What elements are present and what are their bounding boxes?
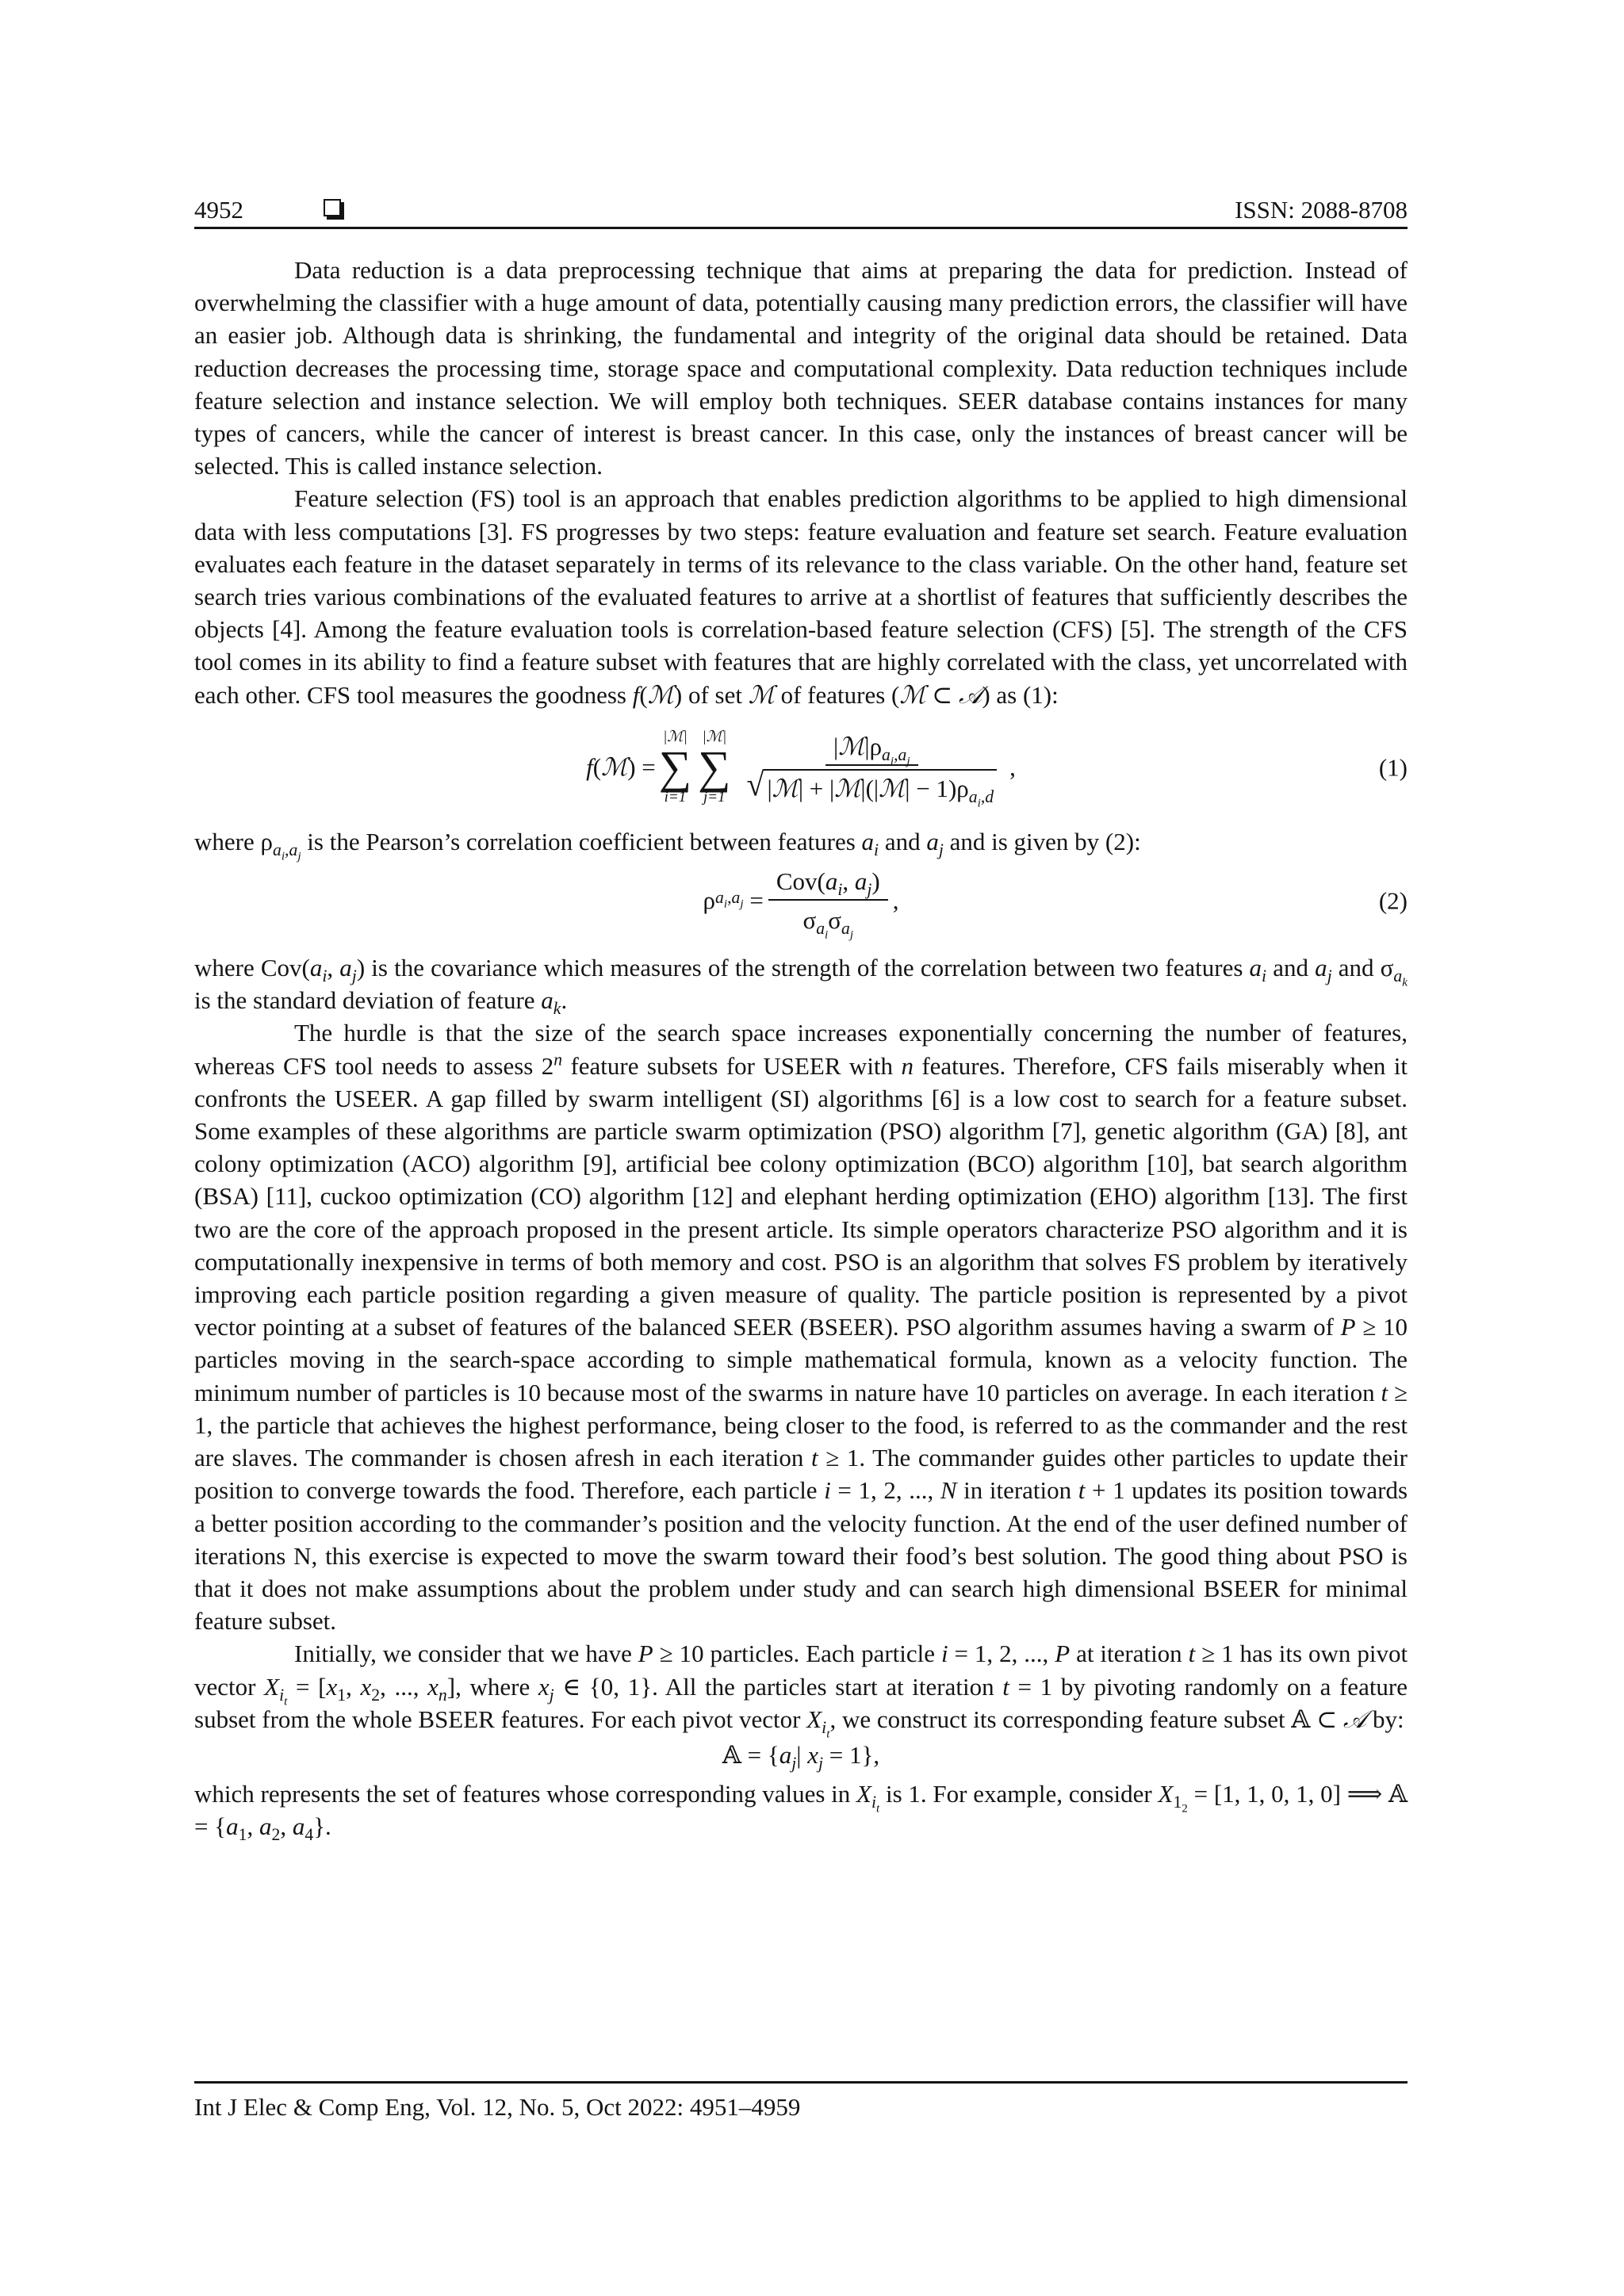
paragraph-where-1: where $\rho_{a_i,a_j}$ is the Pearson’s correlation coefficient between features $a_i$ and $a_j$ and is given by (2): <box>194 827 1141 863</box>
paragraph-text: Feature selection (FS) tool is an approach that enables prediction algorithms to be applied to high dimensional data with less computations [3]. FS progresses by two steps: feature evaluation and feature set search. Feature evaluation evaluates each feature in the dataset separately in terms of its relevance to the class variable. On the other hand, feature set search tries various combinations of the evaluated features to arrive at a shortlist of features that sufficiently describes the objects [4]. Among the feature evaluation tools is correlation-based feature selection (CFS) [5]. The strength of the CFS tool comes in its ability to find a feature subset with features that are highly correlated with the class, yet uncorrelated with each other. CFS tool measures the goodness <box>194 484 1408 709</box>
paragraph-text: , where <box>455 1672 530 1701</box>
paragraph-text: and is given by (2): <box>949 827 1141 855</box>
paragraph-feature-selection: Feature selection (FS) tool is an approach that enables prediction algorithms to be applied to high dimensional data with less computations [3]. FS progresses by two steps: feature evaluation and feature set search. Feature evaluation evaluates each feature in the dataset separately in terms of its relevance to the class variable. On the other hand, feature set search tries various combinations of the evaluated features to arrive at a shortlist of features that sufficiently describes the objects [4]. Among the feature evaluation tools is correlation-based feature selection (CFS) [5]. The strength of the CFS tool comes in its ability to find a feature subset with features that are highly correlated with the class, yet uncorrelated with each other. CFS tool measures the goodness f(ℳ) of set ℳ of features (ℳ ⊂ 𝒜) as (1): <box>194 484 1408 709</box>
paragraph-text: The hurdle is that the size of the search space increases exponentially concerning the number of features, whereas CFS tool needs to assess 2 <box>194 1019 1408 1080</box>
header-rule <box>194 227 1408 229</box>
paragraph-text: and <box>884 827 921 855</box>
paragraph-text: Data reduction is a data preprocessing technique that aims at preparing the data for prediction. Instead of overwhelming the classifier with a huge amount of data, potentially causing many prediction errors, the classifier will have an easier job. Although data is shrinking, the fundamental and integrity of the original data should be retained. Data reduction decreases the processing time, storage space and computational complexity. Data reduction techniques include feature selection and instance selection. We will employ both techniques. SEER database contains instances for many types of cancers, while the cancer of interest is breast cancer. In this case, only the instances of breast cancer will be selected. This is called instance selection. <box>194 256 1408 480</box>
paragraph-text: by pivoting randomly on a feature subset from the whole BSEER features. For each pivot vector <box>194 1672 1408 1733</box>
paragraph-text: is 1. For example, consider <box>885 1780 1152 1808</box>
paragraph-text: by: <box>1373 1705 1404 1733</box>
paragraph-text: . The commander guides other particles to update their position to converge towards the food. Therefore, each particle <box>194 1444 1408 1505</box>
page-number: 4952 <box>194 196 243 224</box>
paragraph-text: which represents the set of features whose corresponding values in <box>194 1780 851 1808</box>
paragraph-text: Initially, we consider that we have <box>294 1640 632 1668</box>
paragraph-text: and <box>1338 954 1374 982</box>
paragraph-represents: which represents the set of features whose corresponding values in $X_{i_t}$ is 1. For example, consider $X_{1_2} = [1$, 1, 0, 1, 0] ⟹ 𝔸 = {$a_1$, $a_2$, $a_4$}. <box>194 1780 1408 1845</box>
paragraph-text: and <box>1273 954 1308 982</box>
sum-symbol: |ℳ| ∑ j=1 <box>698 728 731 806</box>
journal-citation: Int J Elec & Comp Eng, Vol. 12, No. 5, Oct 2022: 4951–4959 <box>194 2093 801 2121</box>
footer-rule <box>194 2081 1408 2084</box>
equation-2: ρ $a_i,a_j$ = $\frac{Cov(a_i, a_j)}{\sigma_{a_i}\sigma_{a_j}}$ , (2) <box>194 861 1408 940</box>
paragraph-text: ) is the covariance which measures of the strength of the correlation between two features <box>356 954 1243 982</box>
equation-number: (1) <box>1378 753 1408 782</box>
paragraph-text: , the particle that achieves the highest performance, being closer to the food, is referred to as the commander and the rest are slaves. The commander is chosen afresh in each iteration <box>194 1410 1408 1472</box>
paragraph-text: feature subsets for USEER with <box>570 1051 894 1080</box>
paragraph-text: particles moving in the search-space according to simple mathematical formula, known as a velocity function. The minimum number of particles is 10 because most of the swarms in nature have 10 particles on average. In each iteration <box>194 1345 1408 1406</box>
paragraph-text: . All the particles start at iteration <box>652 1672 994 1701</box>
paragraph-text: in iteration <box>963 1476 1072 1505</box>
issn-label: ISSN: 2088-8708 <box>1235 196 1408 224</box>
paragraph-text: of set <box>688 680 742 709</box>
paragraph-text: of features ( <box>780 680 900 709</box>
square-icon <box>324 199 341 216</box>
page-header <box>194 190 1408 230</box>
paragraph-initially: Initially, we consider that we have P ≥ 10 particles. Each particle i = 1, 2, ..., P at iteration t ≥ 1 has its own pivot vector $X_{i_t} = [x_1$, $x_2$, ..., $x_n$], where $x_j$ ∈ {0, 1}. All the particles start at iteration t = 1 by pivoting randomly on a feature subset from the whole BSEER features. For each pivot vector $X_{i_t}$, we construct its corresponding feature subset 𝔸 ⊂ 𝒜 by: <box>194 1640 1408 1741</box>
paragraph-text: where Cov( <box>194 954 310 982</box>
page-footer <box>194 2091 800 2123</box>
equation-1: f ( ℳ ) = |ℳ| ∑ i=1 |ℳ| ∑ j=1 $|ℳ|\rho_{a_i,a_j}$ √ |ℳ| + |ℳ|(|ℳ| − $1)\rho_{a_i,d}$ , (1) <box>586 728 1408 810</box>
equation-number: (2) <box>1378 886 1408 915</box>
article-body <box>194 254 1408 1843</box>
paragraph-hurdle: The hurdle is that the size of the search space increases exponentially concerning the number of features, whereas CFS tool needs to assess 2$^n$ feature subsets for USEER with n features. Therefore, CFS fails miserably when it confronts the USEER. A gap filled by swarm intelligent (SI) algorithms [6] is a low cost to search for a feature subset. Some examples of these algorithms are particle swarm optimization (PSO) algorithm [7], genetic algorithm (GA) [8], ant colony optimization (ACO) algorithm [9], artificial bee colony optimization (BCO) algorithm [10], bat search algorithm (BSA) [11], cuckoo optimization (CO) algorithm [12] and elephant herding optimization (EHO) algorithm [13]. The first two are the core of the approach proposed in the present article. Its simple operators characterize PSO algorithm and it is computationally inexpensive in terms of both memory and cost. PSO is an algorithm that solves FS problem by iteratively improving each particle position regarding a given measure of quality. The particle position is represented by a pivot vector pointing at a subset of features of the balanced SEER (BSEER). PSO algorithm assumes having a swarm of P ≥ 10 particles moving in the search-space according to simple mathematical formula, known as a velocity function. The minimum number of particles is 10 because most of the swarms in nature have 10 particles on average. In each iteration t ≥ 1, the particle that achieves the highest performance, being closer to the food, is referred to as the commander and the rest are slaves. The commander is chosen afresh in each iteration t ≥ 1. The commander guides other particles to update their position to converge towards the food. Therefore, each particle i = 1, 2, ..., N in iteration t + 1 updates its position towards a better position according to the commander’s position and the velocity function. At the end of the user defined number of iterations N, this exercise is expected to move the swarm toward their food’s best solution. The good thing about PSO is that it does not make assumptions about the problem under study and can search high dimensional BSEER for minimal feature subset. <box>194 1019 1408 1636</box>
paragraph-text: at iteration <box>1076 1640 1182 1668</box>
paragraph-data-reduction <box>194 254 1408 482</box>
sum-symbol: |ℳ| ∑ i=1 <box>658 728 692 806</box>
paragraph-text: features. Therefore, CFS fails miserably when it confronts the USEER. A gap filled by swarm intelligent (SI) algorithms [6] is a low cost to search for a feature subset. Some examples of these algorithms are particle swarm optimization (PSO) algorithm [7], genetic algorithm (GA) [8], ant colony optimization (ACO) algorithm [9], artificial bee colony optimization (BCO) algorithm [10], bat search algorithm (BSA) [11], cuckoo optimization (CO) algorithm [12] and elephant herding optimization (EHO) algorithm [13]. The first two are the core of the approach proposed in the present article. Its simple operators characterize PSO algorithm and it is computationally inexpensive in terms of both memory and cost. PSO is an algorithm that solves FS problem by iteratively improving each particle position regarding a given measure of quality. The particle position is represented by a pivot vector pointing at a subset of features of the balanced SEER (BSEER). PSO algorithm assumes having a swarm of <box>194 1051 1408 1341</box>
paragraph-text: is the standard deviation of feature <box>194 986 535 1015</box>
paragraph-text: updates its position towards a better position according to the commander’s position and the velocity function. At the end of the user defined number of iterations N, this exercise is expected to move the swarm toward their food’s best solution. The good thing about PSO is that it does not make assumptions about the problem under study and can search high dimensional BSEER for minimal feature subset. <box>194 1476 1408 1636</box>
equation-set-a: 𝔸 = {$a_j|$ $x_j = 1$}, <box>722 1740 880 1774</box>
paragraph-text: has its own pivot vector <box>194 1640 1408 1701</box>
paragraph-where-2: where $Cov(a_i$, $a_j$) is the covariance which measures of the strength of the correlation between two features $a_i$ and $a_j$ and $\sigma_{a_k}$ is the standard deviation of feature $a_k$. <box>194 954 1408 1019</box>
fraction: $\frac{Cov(a_i, a_j)}{\sigma_{a_i}\sigma_{a_j}}$ <box>768 865 888 936</box>
fraction: $|ℳ|\rho_{a_i,a_j}$ √ |ℳ| + |ℳ|(|ℳ| − $1)\rho_{a_i,d}$ <box>739 730 1005 805</box>
paragraph-text: , we construct its corresponding feature subset <box>829 1705 1285 1733</box>
paragraph-text: is the Pearson’s correlation coefficient between features <box>307 827 856 855</box>
paragraph-text: ) as (1): <box>982 680 1059 709</box>
paragraph-text: particles. Each particle <box>710 1640 936 1668</box>
paragraph-text: where <box>194 827 255 855</box>
